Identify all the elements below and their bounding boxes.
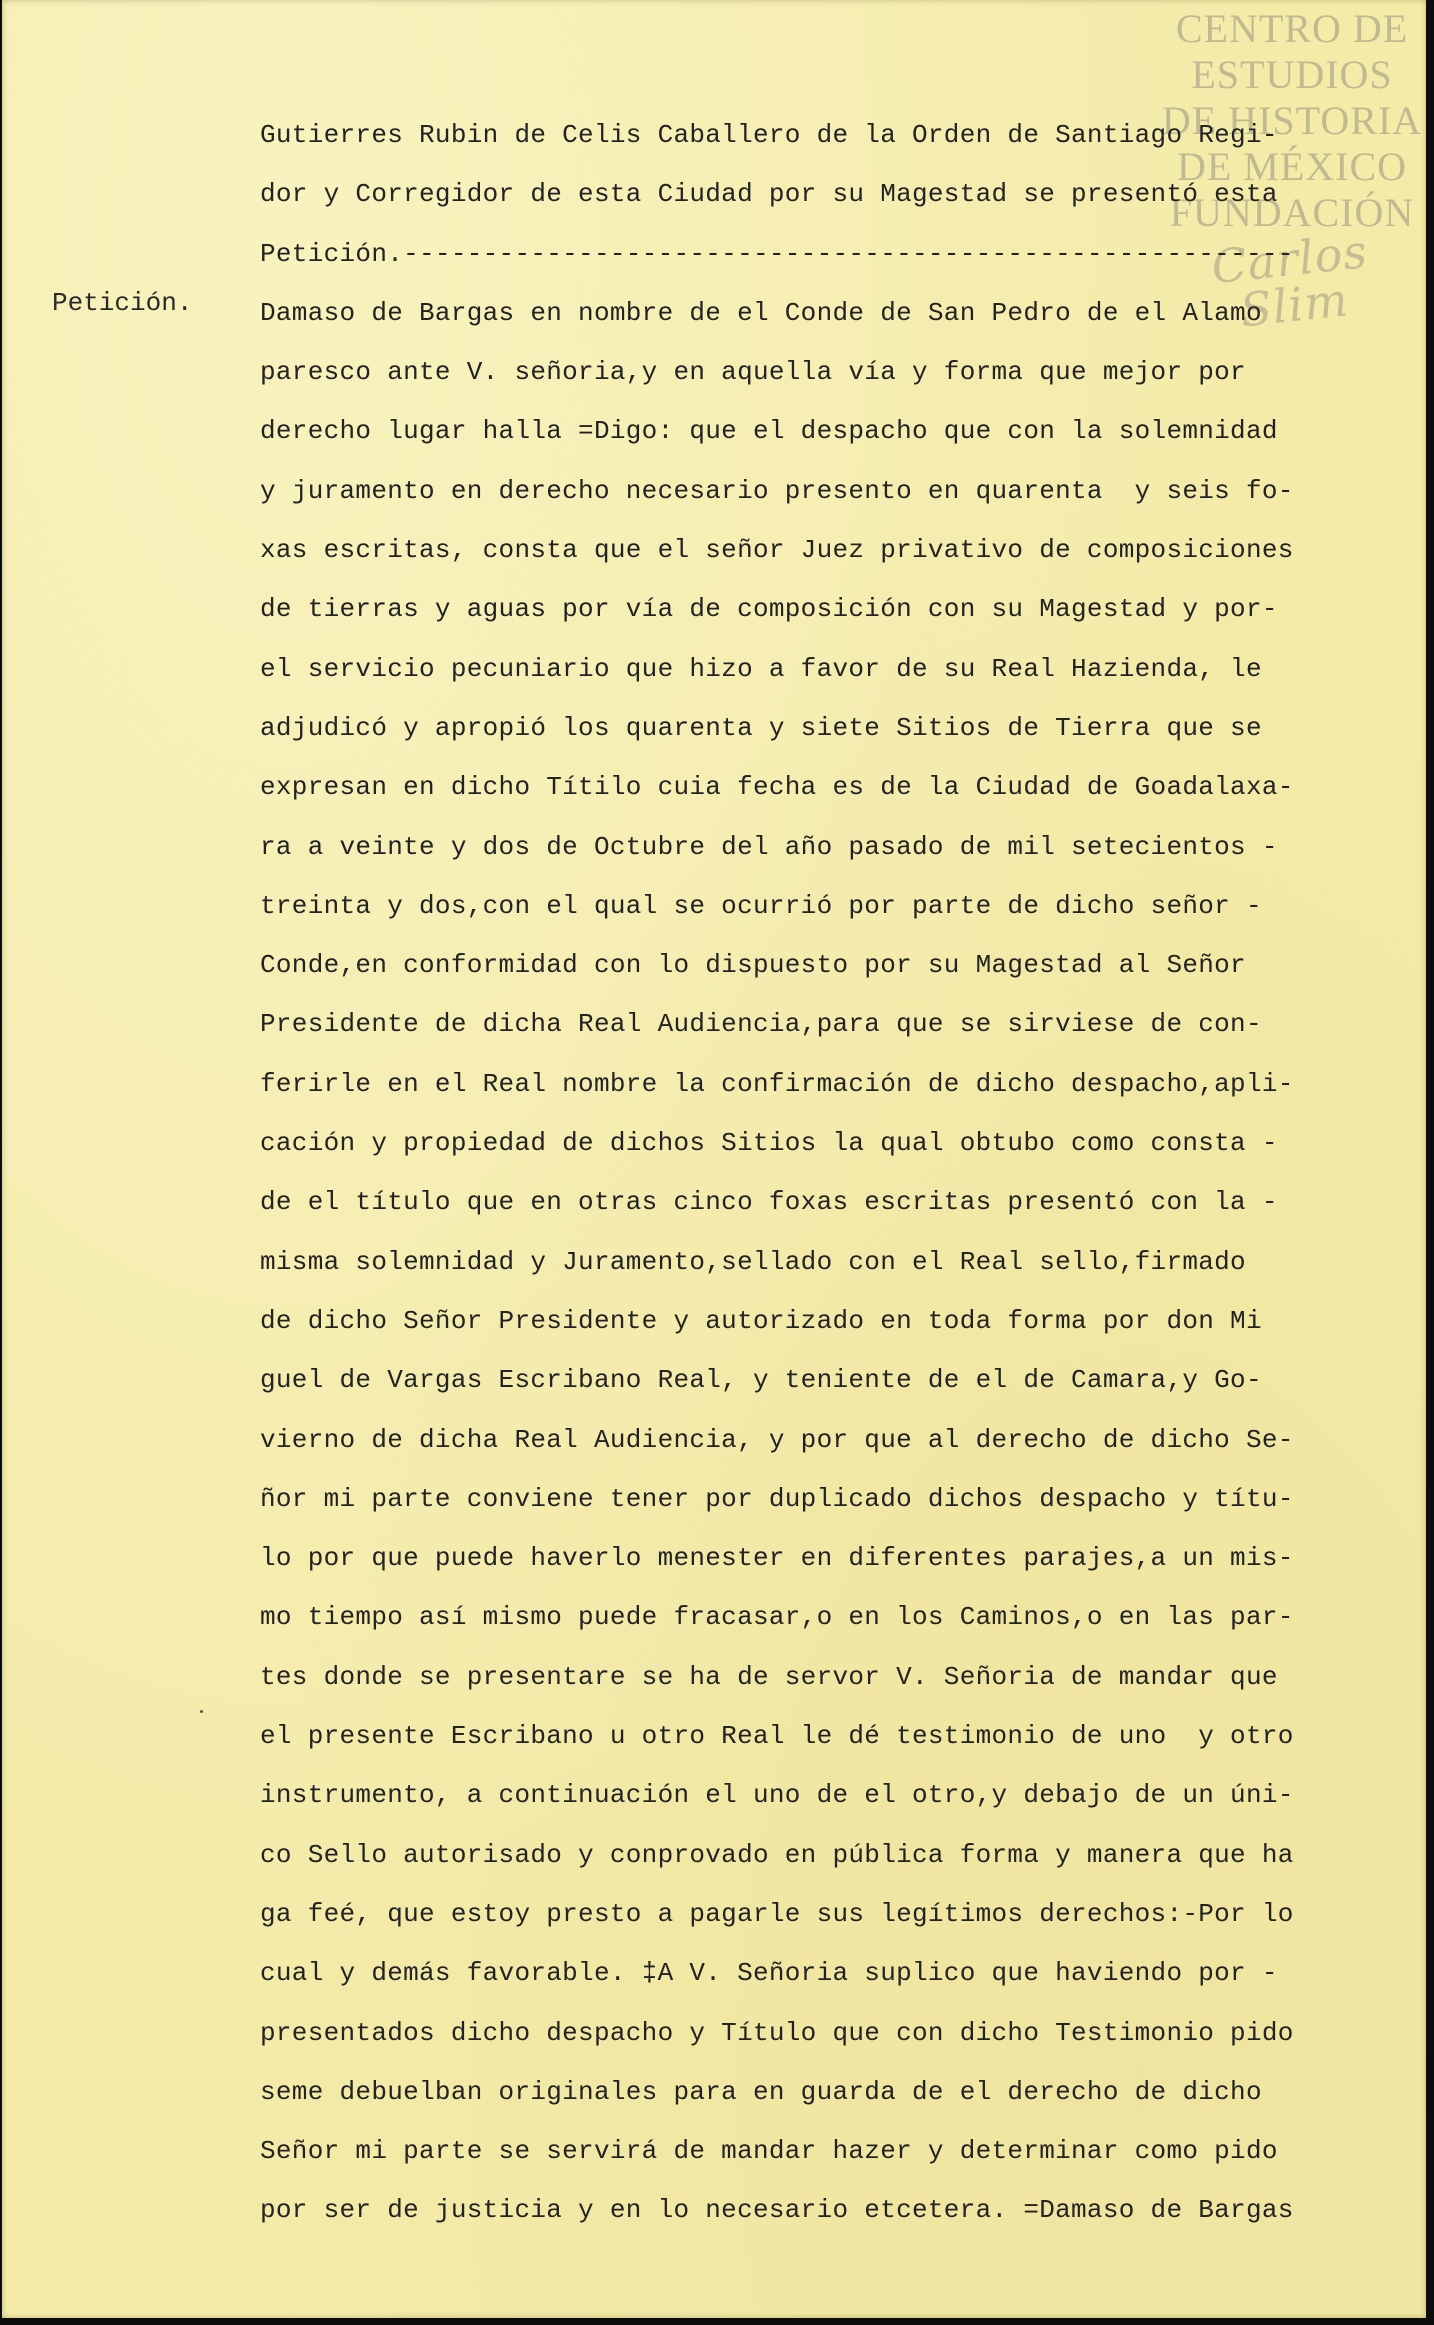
text-line: vierno de dicha Real Audiencia, y por que al derecho de dicho Se- bbox=[260, 1424, 1294, 1455]
text-line: el presente Escribano u otro Real le dé testimonio de uno y otro bbox=[260, 1721, 1294, 1752]
document-body bbox=[260, 106, 1426, 2241]
watermark-line: ESTUDIOS bbox=[1191, 52, 1393, 97]
text-line: Presidente de dicha Real Audiencia,para que se sirviese de con- bbox=[260, 1009, 1262, 1040]
text-line: guel de Vargas Escribano Real, y teniente de el de Camara,y Go- bbox=[260, 1365, 1262, 1396]
text-line: paresco ante V. señoria,y en aquella vía y forma que mejor por bbox=[260, 357, 1246, 388]
text-line: xas escritas, consta que el señor Juez privativo de composiciones bbox=[260, 535, 1294, 566]
watermark-line: DE MÉXICO bbox=[1176, 144, 1408, 189]
text-line: y juramento en derecho necesario presento en quarenta y seis fo- bbox=[260, 475, 1294, 506]
text-line: cación y propiedad de dichos Sitios la qual obtubo como consta - bbox=[260, 1128, 1278, 1159]
text-line: instrumento, a continuación el uno de el otro,y debajo de un úni- bbox=[260, 1780, 1294, 1811]
watermark-signature: Carlos Slim bbox=[1208, 224, 1371, 338]
document-page bbox=[2, 0, 1426, 2318]
text-line: ferirle en el Real nombre la confirmación de dicho despacho,apli- bbox=[260, 1068, 1294, 1099]
text-line: adjudicó y apropió los quarenta y siete Sitios de Tierra que se bbox=[260, 712, 1262, 743]
text-line: cual y demás favorable. ‡A V. Señoria suplico que haviendo por - bbox=[260, 1958, 1278, 1989]
text-line: presentados dicho despacho y Título que con dicho Testimonio pido bbox=[260, 2017, 1294, 2048]
watermark-line: FUNDACIÓN bbox=[1169, 190, 1415, 235]
text-line: seme debuelban originales para en guarda de el derecho de dicho bbox=[260, 2076, 1262, 2107]
text-line: Damaso de Bargas en nombre de el Conde de San Pedro de el Alamo bbox=[260, 297, 1262, 328]
text-line: ga feé, que estoy presto a pagarle sus legítimos derechos:-Por lo bbox=[260, 1898, 1294, 1929]
text-line: el servicio pecuniario que hizo a favor de su Real Hazienda, le bbox=[260, 653, 1262, 684]
text-line: derecho lugar halla =Digo: que el despacho que con la solemnidad bbox=[260, 416, 1278, 447]
text-line: dor y Corregidor de esta Ciudad por su Magestad se presentó esta bbox=[260, 179, 1278, 210]
text-line: Conde,en conformidad con lo dispuesto por su Magestad al Señor bbox=[260, 950, 1246, 981]
text-line: de dicho Señor Presidente y autorizado en toda forma por don Mi bbox=[260, 1305, 1262, 1336]
text-line: Señor mi parte se servirá de mandar hazer y determinar como pido bbox=[260, 2136, 1278, 2167]
text-line: Petición.-------------------------------------------------------- bbox=[260, 238, 1294, 269]
text-line: por ser de justicia y en lo necesario etcetera. =Damaso de Bargas bbox=[260, 2195, 1294, 2226]
text-line: expresan en dicho Títilo cuia fecha es de la Ciudad de Goadalaxa- bbox=[260, 772, 1294, 803]
ink-dot bbox=[200, 1710, 203, 1713]
text-line: Gutierres Rubin de Celis Caballero de la Orden de Santiago Regi- bbox=[260, 120, 1278, 150]
text-line: de el título que en otras cinco foxas escritas presentó con la - bbox=[260, 1187, 1278, 1218]
text-line: mo tiempo así mismo puede fracasar,o en los Caminos,o en las par- bbox=[260, 1602, 1294, 1633]
text-line: misma solemnidad y Juramento,sellado con el Real sello,firmado bbox=[260, 1246, 1246, 1277]
text-line: treinta y dos,con el qual se ocurrió por parte de dicho señor - bbox=[260, 890, 1262, 921]
text-line: tes donde se presentare se ha de servor V. Señoria de mandar que bbox=[260, 1661, 1278, 1692]
text-line: lo por que puede haverlo menester en diferentes parajes,a un mis- bbox=[260, 1543, 1294, 1574]
watermark-line: CENTRO DE bbox=[1175, 6, 1409, 51]
text-line: de tierras y aguas por vía de composición con su Magestad y por- bbox=[260, 594, 1278, 625]
text-line: ra a veinte y dos de Octubre del año pasado de mil setecientos - bbox=[260, 831, 1278, 862]
watermark-line: DE HISTORIA bbox=[1161, 98, 1423, 143]
text-line: co Sello autorisado y conprovado en pública forma y manera que ha bbox=[260, 1839, 1294, 1870]
text-line: ñor mi parte conviene tener por duplicado dichos despacho y títu- bbox=[260, 1483, 1294, 1514]
margin-note: Petición. bbox=[52, 288, 193, 318]
